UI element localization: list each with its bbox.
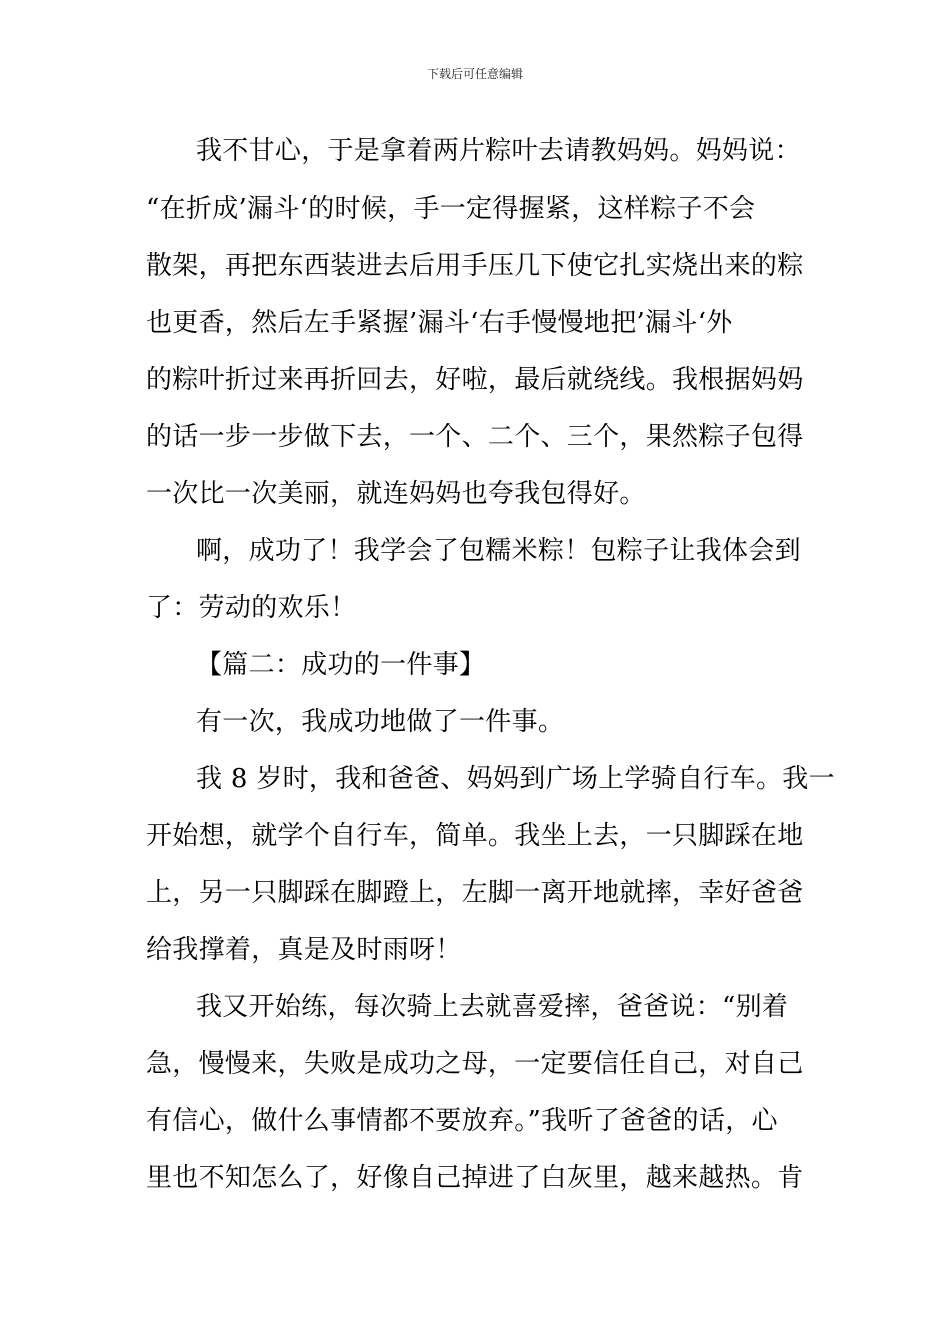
section-heading: 【篇二：成功的一件事】 [196, 650, 486, 680]
text-line: 上，另一只脚踩在脚蹬上，左脚一离开地就摔，幸好爸爸 [146, 878, 804, 908]
text-line: 一次比一次美丽，就连妈妈也夸我包得好。 [146, 479, 646, 509]
text-line: 给我撑着，真是及时雨呀！ [146, 935, 462, 965]
text-line: 我又开始练，每次骑上去就喜爱摔，爸爸说：“别着 [196, 992, 789, 1022]
text-line: 里也不知怎么了，好像自己掉进了白灰里，越来越热。肯 [146, 1163, 804, 1193]
text-line: 急，慢慢来，失败是成功之母，一定要信任自己，对自己 [146, 1049, 804, 1079]
text-line: 开始想，就学个自行车，简单。我坐上去，一只脚踩在地 [146, 821, 804, 851]
text-line: 散架，再把东西装进去后用手压几下使它扎实烧出来的粽 [146, 251, 804, 281]
text-line: 我不甘心，于是拿着两片粽叶去请教妈妈。妈妈说： [196, 136, 801, 166]
text-line: 的粽叶折过来再折回去，好啦，最后就绕线。我根据妈妈 [146, 365, 804, 395]
text-line: 有信心，做什么事情都不要放弃。”我听了爸爸的话，心 [146, 1106, 778, 1136]
text-line: 我 8 岁时，我和爸爸、妈妈到广场上学骑自行车。我一 [196, 764, 835, 794]
text-line: 也更香，然后左手紧握’漏斗‘右手慢慢地把’漏斗‘外 [146, 308, 733, 338]
page-header: 下载后可任意编辑 [426, 67, 523, 81]
text-line: “在折成’漏斗‘的时候，手一定得握紧，这样粽子不会 [146, 194, 756, 224]
text-line: 的话一步一步做下去，一个、二个、三个，果然粽子包得 [146, 422, 804, 452]
text-line: 有一次，我成功地做了一件事。 [196, 707, 565, 737]
text-line: 啊，成功了！我学会了包糯米粽！包粽子让我体会到 [196, 536, 801, 566]
text-line: 了：劳动的欢乐！ [146, 593, 357, 623]
